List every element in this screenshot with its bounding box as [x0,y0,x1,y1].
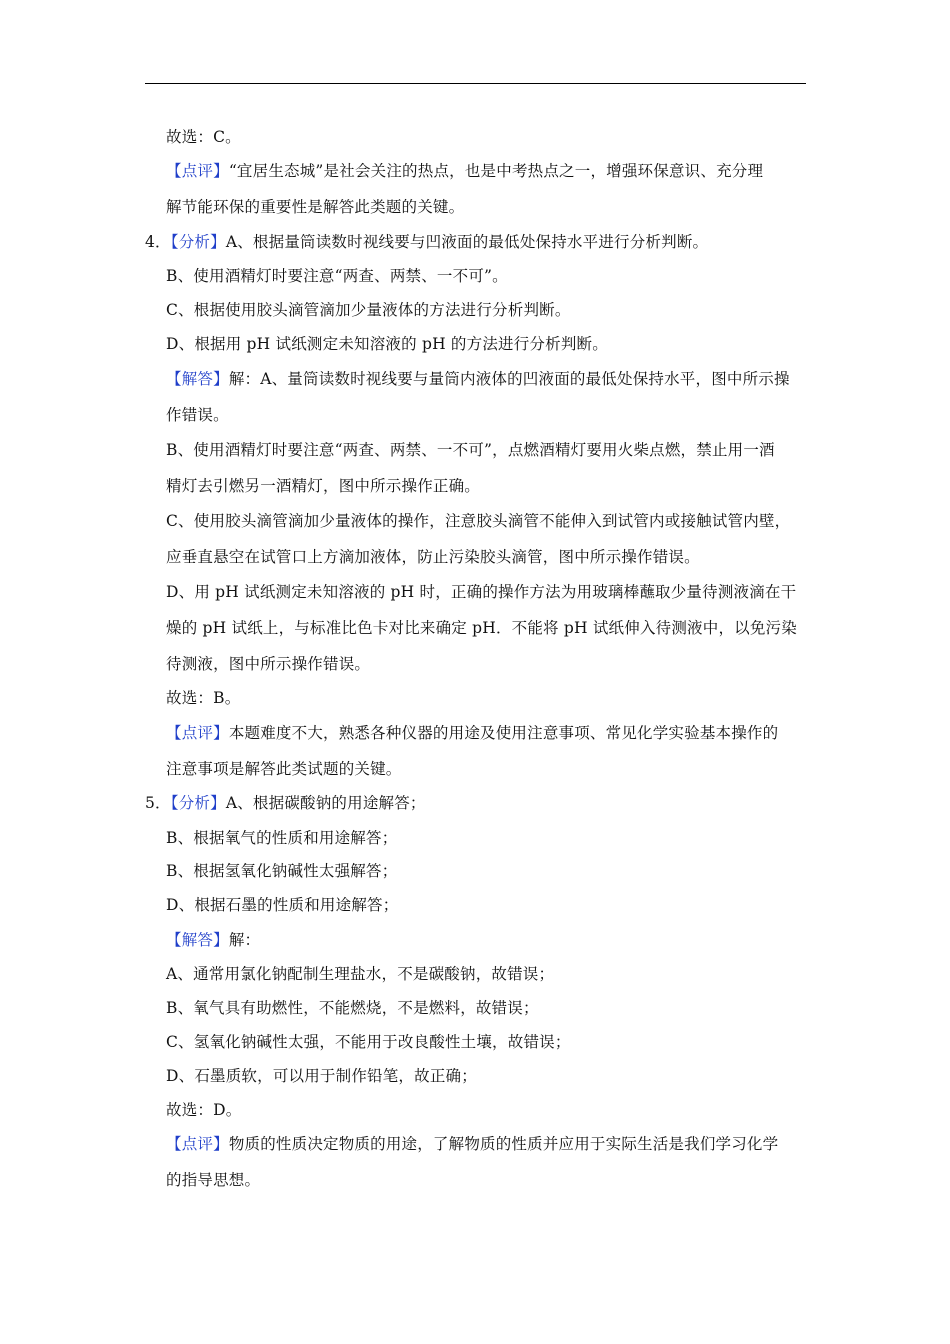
text-line [166,930,260,950]
line-text: D、用 pH 试纸测定未知溶液的 pH 时，正确的操作方法为用玻璃棒蘸取少量待测液滴在干 [166,583,797,601]
section-label: 【分析】 [170,794,226,812]
text-line [166,654,370,674]
line-text: B、氧气具有助燃性，不能燃烧，不是燃料，故错误； [166,999,539,1017]
text-line [166,334,608,354]
text-line [166,369,790,389]
section-label: 【点评】 [166,1135,229,1153]
text-line [166,582,796,602]
line-text: 注意事项是解答此类试题的关键。 [166,760,402,778]
line-text: 解： [228,931,261,949]
text-line [166,1134,778,1154]
text-line [166,161,763,181]
text-line [166,1032,571,1052]
section-label: 【点评】 [166,724,229,742]
line-text: 解节能环保的重要性是解答此类题的关键。 [166,198,465,216]
line-text: 的指导思想。 [166,1171,261,1189]
text-line [166,618,797,638]
text-line [166,688,240,708]
text-line [166,759,402,779]
line-text: 物质的性质决定物质的用途，了解物质的性质并应用于实际生活是我们学习化学 [228,1135,779,1153]
text-line [166,547,700,567]
line-text: D、根据石墨的性质和用途解答； [166,896,399,914]
line-text: C、氢氧化钠碱性太强，不能用于改良酸性土壤，故错误； [166,1033,571,1051]
text-line [166,895,398,915]
text-line [145,232,708,252]
text-line [166,1066,477,1086]
line-text: 燥的 pH 试纸上，与标准比色卡对比来确定 pH．不能将 pH 试纸伸入待测液中，以免污染 [166,619,797,637]
text-line [166,828,397,848]
line-text: 作错误。 [166,406,229,424]
line-text: D、石墨质软，可以用于制作铅笔，故正确； [166,1067,477,1085]
text-line [166,300,571,320]
section-label: 【解答】 [166,370,229,388]
text-line [166,405,229,425]
line-text: B、使用酒精灯时要注意“两查、两禁、一不可”。 [166,267,508,285]
line-text: 应垂直悬空在试管口上方滴加液体，防止污染胶头滴管，图中所示操作错误。 [166,548,700,566]
line-text: 本题难度不大，熟悉各种仪器的用途及使用注意事项、常见化学实验基本操作的 [228,724,779,742]
line-text: C、根据使用胶头滴管滴加少量液体的方法进行分析判断。 [166,301,571,319]
text-line [166,511,790,531]
text-line [166,964,554,984]
text-line [166,723,778,743]
line-text: B、使用酒精灯时要注意“两查、两禁、一不可”，点燃酒精灯要用火柴点燃，禁止用一酒 [166,441,775,459]
text-line [166,476,480,496]
line-text: “宜居生态城”是社会关注的热点，也是中考热点之一，增强环保意识、充分理 [228,162,764,180]
line-text: C、使用胶头滴管滴加少量液体的操作，注意胶头滴管不能伸入到试管内或接触试管内壁， [166,512,791,530]
text-line [166,1100,241,1120]
text-line [166,127,241,147]
section-label: 【分析】 [170,233,226,251]
line-text: A、根据碳酸钠的用途解答； [225,794,426,812]
text-line [166,998,539,1018]
line-text: 故选：B。 [166,689,241,707]
line-text: B、根据氧气的性质和用途解答； [166,829,398,847]
line-text: 故选：C。 [166,128,241,146]
line-text: 故选：D。 [166,1101,242,1119]
question-number: 4． [145,233,171,251]
line-text: 精灯去引燃另一酒精灯，图中所示操作正确。 [166,477,481,495]
line-text: 解：A、量筒读数时视线要与量筒内液体的凹液面的最低处保持水平，图中所示操 [228,370,790,388]
line-text: 待测液，图中所示操作错误。 [166,655,371,673]
line-text: A、通常用氯化钠配制生理盐水，不是碳酸钠，故错误； [166,965,555,983]
line-text: B、根据氢氧化钠碱性太强解答； [166,862,398,880]
text-line [166,1170,260,1190]
header-rule [145,83,806,84]
text-line [145,793,426,813]
text-line [166,440,775,460]
text-line [166,266,508,286]
question-number: 5． [145,794,171,812]
text-line [166,197,464,217]
text-line [166,861,397,881]
section-label: 【解答】 [166,931,229,949]
line-text: A、根据量筒读数时视线要与凹液面的最低处保持水平进行分析判断。 [225,233,709,251]
line-text: D、根据用 pH 试纸测定未知溶液的 pH 的方法进行分析判断。 [166,335,608,353]
section-label: 【点评】 [166,162,229,180]
